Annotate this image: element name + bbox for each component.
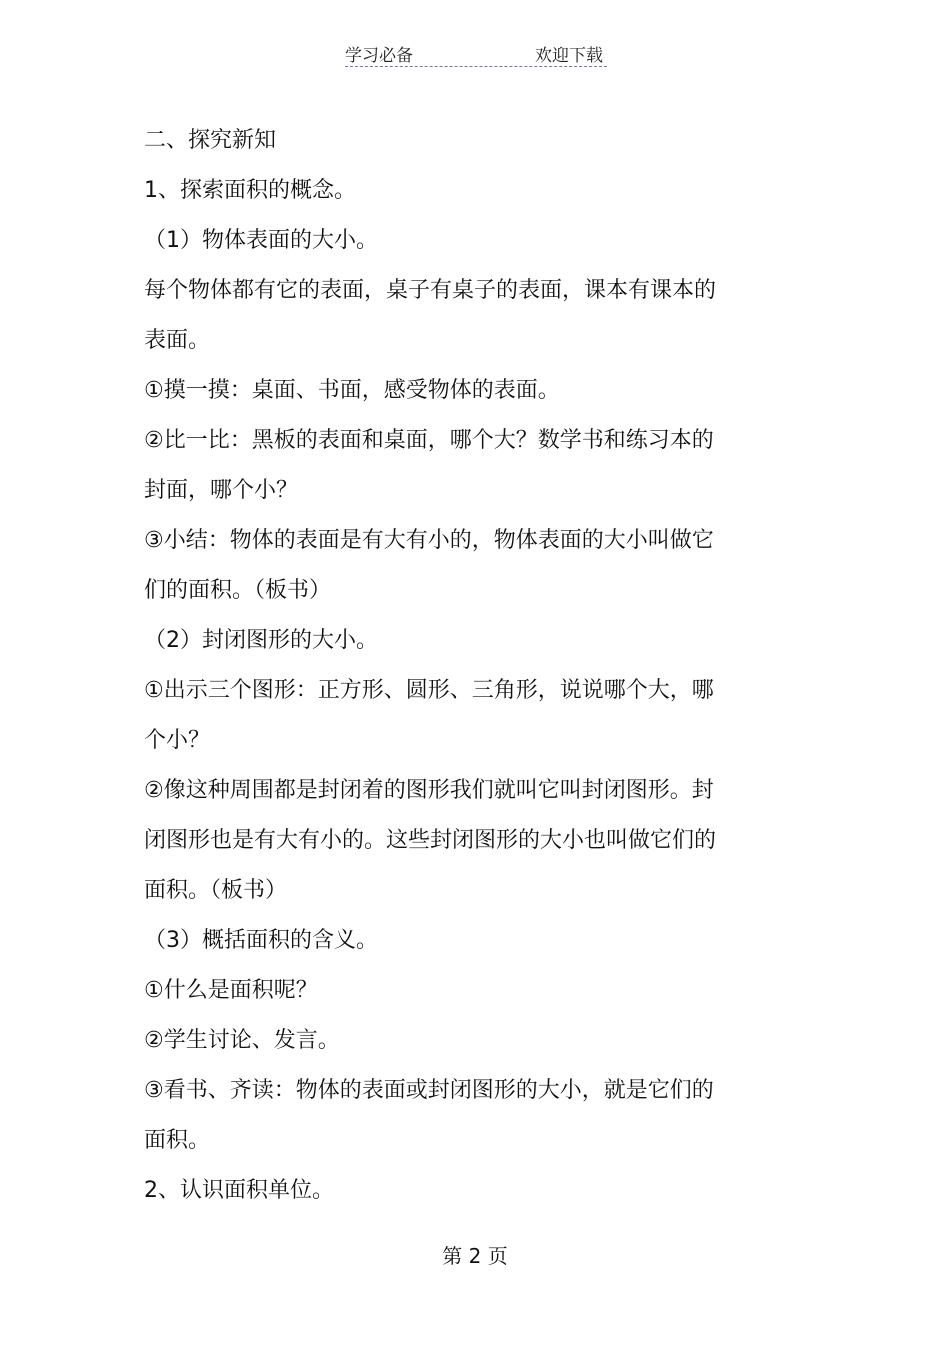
paragraph-line: ①什么是面积呢？: [144, 978, 318, 1003]
section-heading: 二、探究新知: [144, 128, 277, 153]
paragraph-line: ②像这种周围都是封闭着的图形我们就叫它叫封闭图形。封: [144, 778, 714, 803]
paragraph-line: 们的面积。（板书）: [144, 578, 332, 603]
paragraph-line: 表面。: [144, 328, 211, 353]
paragraph-line: 每个物体都有它的表面，桌子有桌子的表面，课本有课本的: [144, 278, 717, 303]
paragraph-line: 封面，哪个小？: [144, 478, 299, 503]
paragraph-line: ②比一比：黑板的表面和桌面，哪个大？数学书和练习本的: [144, 428, 714, 453]
paragraph-line: ①摸一摸：桌面、书面，感受物体的表面。: [144, 378, 560, 403]
paragraph-line: 个小？: [144, 728, 211, 753]
header-right-text: 欢迎下载: [535, 46, 603, 66]
paragraph-line: 面积。: [144, 1128, 211, 1153]
paragraph-line: ③小结：物体的表面是有大有小的，物体表面的大小叫做它: [144, 528, 714, 553]
paragraph-line: ①出示三个图形：正方形、圆形、三角形，说说哪个大，哪: [144, 678, 714, 703]
paragraph-line: 闭图形也是有大有小的。这些封闭图形的大小也叫做它们的: [144, 828, 717, 853]
subsection-heading: 1、探索面积的概念。: [144, 178, 356, 203]
subsection-heading: 2、认识面积单位。: [144, 1178, 334, 1203]
item-heading: （1）物体表面的大小。: [144, 228, 378, 253]
paragraph-line: ②学生讨论、发言。: [144, 1028, 340, 1053]
item-heading: （3）概括面积的含义。: [144, 928, 378, 953]
paragraph-line: ③看书、齐读：物体的表面或封闭图形的大小，就是它们的: [144, 1078, 714, 1103]
item-heading: （2）封闭图形的大小。: [144, 628, 378, 653]
header-left-text: 学习必备: [345, 46, 413, 66]
page-header: [345, 40, 607, 67]
document-body: [144, 116, 744, 1216]
page-number: 第 2 页: [442, 1244, 508, 1268]
paragraph-line: 面积。（板书）: [144, 878, 288, 903]
